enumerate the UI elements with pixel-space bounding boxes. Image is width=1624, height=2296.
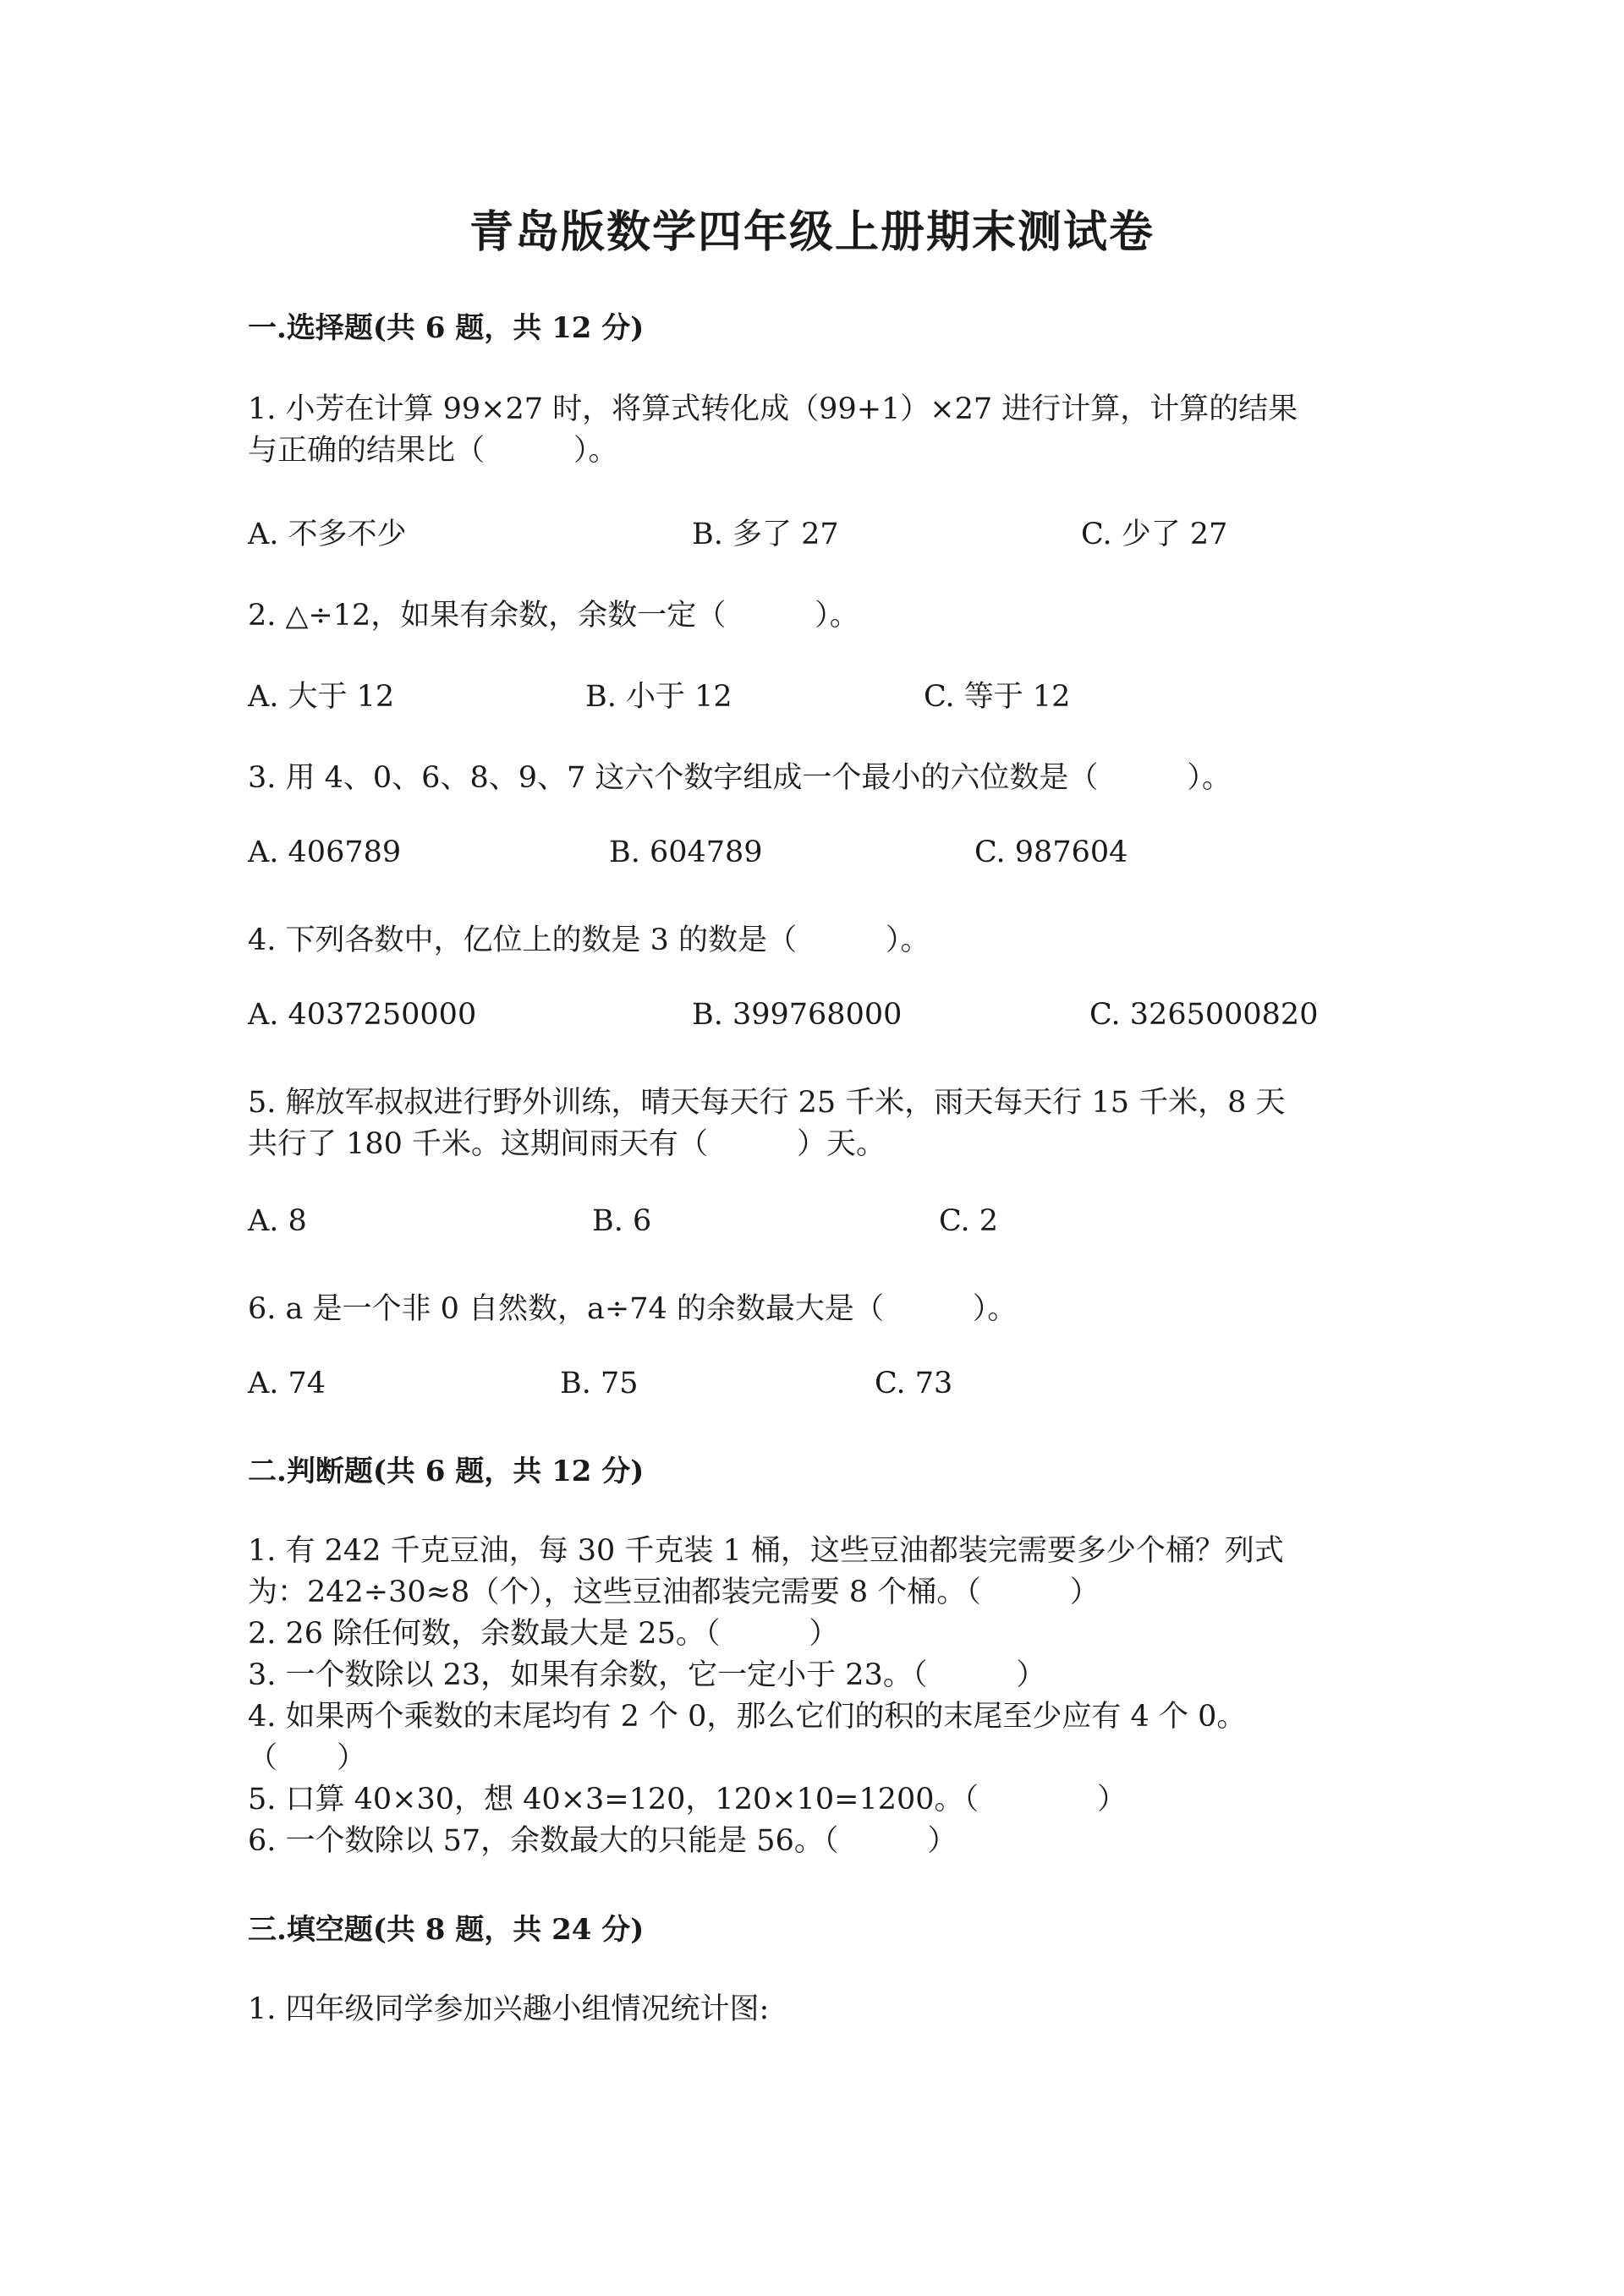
question-4-line-1: 4. 下列各数中，亿位上的数是 3 的数是（ ）。 <box>248 923 930 957</box>
question-4-option-c: C. 3265000820 <box>1089 998 1319 1032</box>
question-1-option-c: C. 少了 27 <box>1081 518 1228 551</box>
question-2-option-c: C. 等于 12 <box>924 680 1071 714</box>
judgement-line-3: 2. 26 除任何数，余数最大是 25。（ ） <box>248 1617 839 1651</box>
question-5-option-b: B. 6 <box>592 1204 652 1238</box>
question-5-line-1: 5. 解放军叔叔进行野外训练，晴天每天行 25 千米，雨天每天行 15 千米，8 天 <box>248 1086 1286 1120</box>
question-5-option-c: C. 2 <box>939 1204 999 1238</box>
question-6-option-a: A. 74 <box>248 1367 326 1400</box>
question-3-option-a: A. 406789 <box>248 836 402 869</box>
question-4-option-b: B. 399768000 <box>692 998 903 1032</box>
judgement-line-1: 1. 有 242 千克豆油，每 30 千克装 1 桶，这些豆油都装完需要多少个桶？列式 <box>248 1534 1284 1568</box>
judgement-line-8: 6. 一个数除以 57，余数最大的只能是 56。（ ） <box>248 1824 957 1858</box>
section-heading-judgement: 二.判断题(共 6 题，共 12 分) <box>248 1455 645 1488</box>
question-4-option-a: A. 4037250000 <box>248 998 477 1032</box>
question-1-option-b: B. 多了 27 <box>692 518 839 551</box>
judgement-line-6: （ ） <box>248 1741 367 1775</box>
fill-in-line-1: 1. 四年级同学参加兴趣小组情况统计图: <box>248 1992 770 2026</box>
question-3-line-1: 3. 用 4、0、6、8、9、7 这六个数字组成一个最小的六位数是（ ）。 <box>248 761 1232 795</box>
judgement-line-2: 为：242÷30≈8（个），这些豆油都装完需要 8 个桶。（ ） <box>248 1575 1100 1609</box>
question-1-option-a: A. 不多不少 <box>248 518 407 551</box>
question-6-option-b: B. 75 <box>560 1367 639 1400</box>
judgement-line-7: 5. 口算 40×30，想 40×3=120，120×10=1200。（ ） <box>248 1783 1127 1817</box>
page-title: 青岛版数学四年级上册期末测试卷 <box>469 206 1155 258</box>
question-1-line-2: 与正确的结果比（ ）。 <box>248 434 618 468</box>
question-5-line-2: 共行了 180 千米。这期间雨天有（ ）天。 <box>248 1127 886 1161</box>
judgement-line-5: 4. 如果两个乘数的末尾均有 2 个 0，那么它们的积的末尾至少应有 4 个 0。 <box>248 1700 1247 1734</box>
question-2-option-b: B. 小于 12 <box>585 680 732 714</box>
question-3-option-c: C. 987604 <box>974 836 1128 869</box>
question-2-option-a: A. 大于 12 <box>248 680 395 714</box>
section-heading-choice: 一.选择题(共 6 题，共 12 分) <box>248 311 645 345</box>
section-heading-fill-in: 三.填空题(共 8 题，共 24 分) <box>248 1913 645 1947</box>
question-3-option-b: B. 604789 <box>609 836 763 869</box>
question-5-option-a: A. 8 <box>248 1204 307 1238</box>
question-1-line-1: 1. 小芳在计算 99×27 时，将算式转化成（99+1）×27 进行计算，计算的结果 <box>248 392 1298 426</box>
judgement-line-4: 3. 一个数除以 23，如果有余数，它一定小于 23。（ ） <box>248 1658 1046 1692</box>
question-6-line-1: 6. a 是一个非 0 自然数，a÷74 的余数最大是（ ）。 <box>248 1292 1018 1326</box>
question-2-line-1: 2. △÷12，如果有余数，余数一定（ ）。 <box>248 599 859 633</box>
question-6-option-c: C. 73 <box>875 1367 953 1400</box>
